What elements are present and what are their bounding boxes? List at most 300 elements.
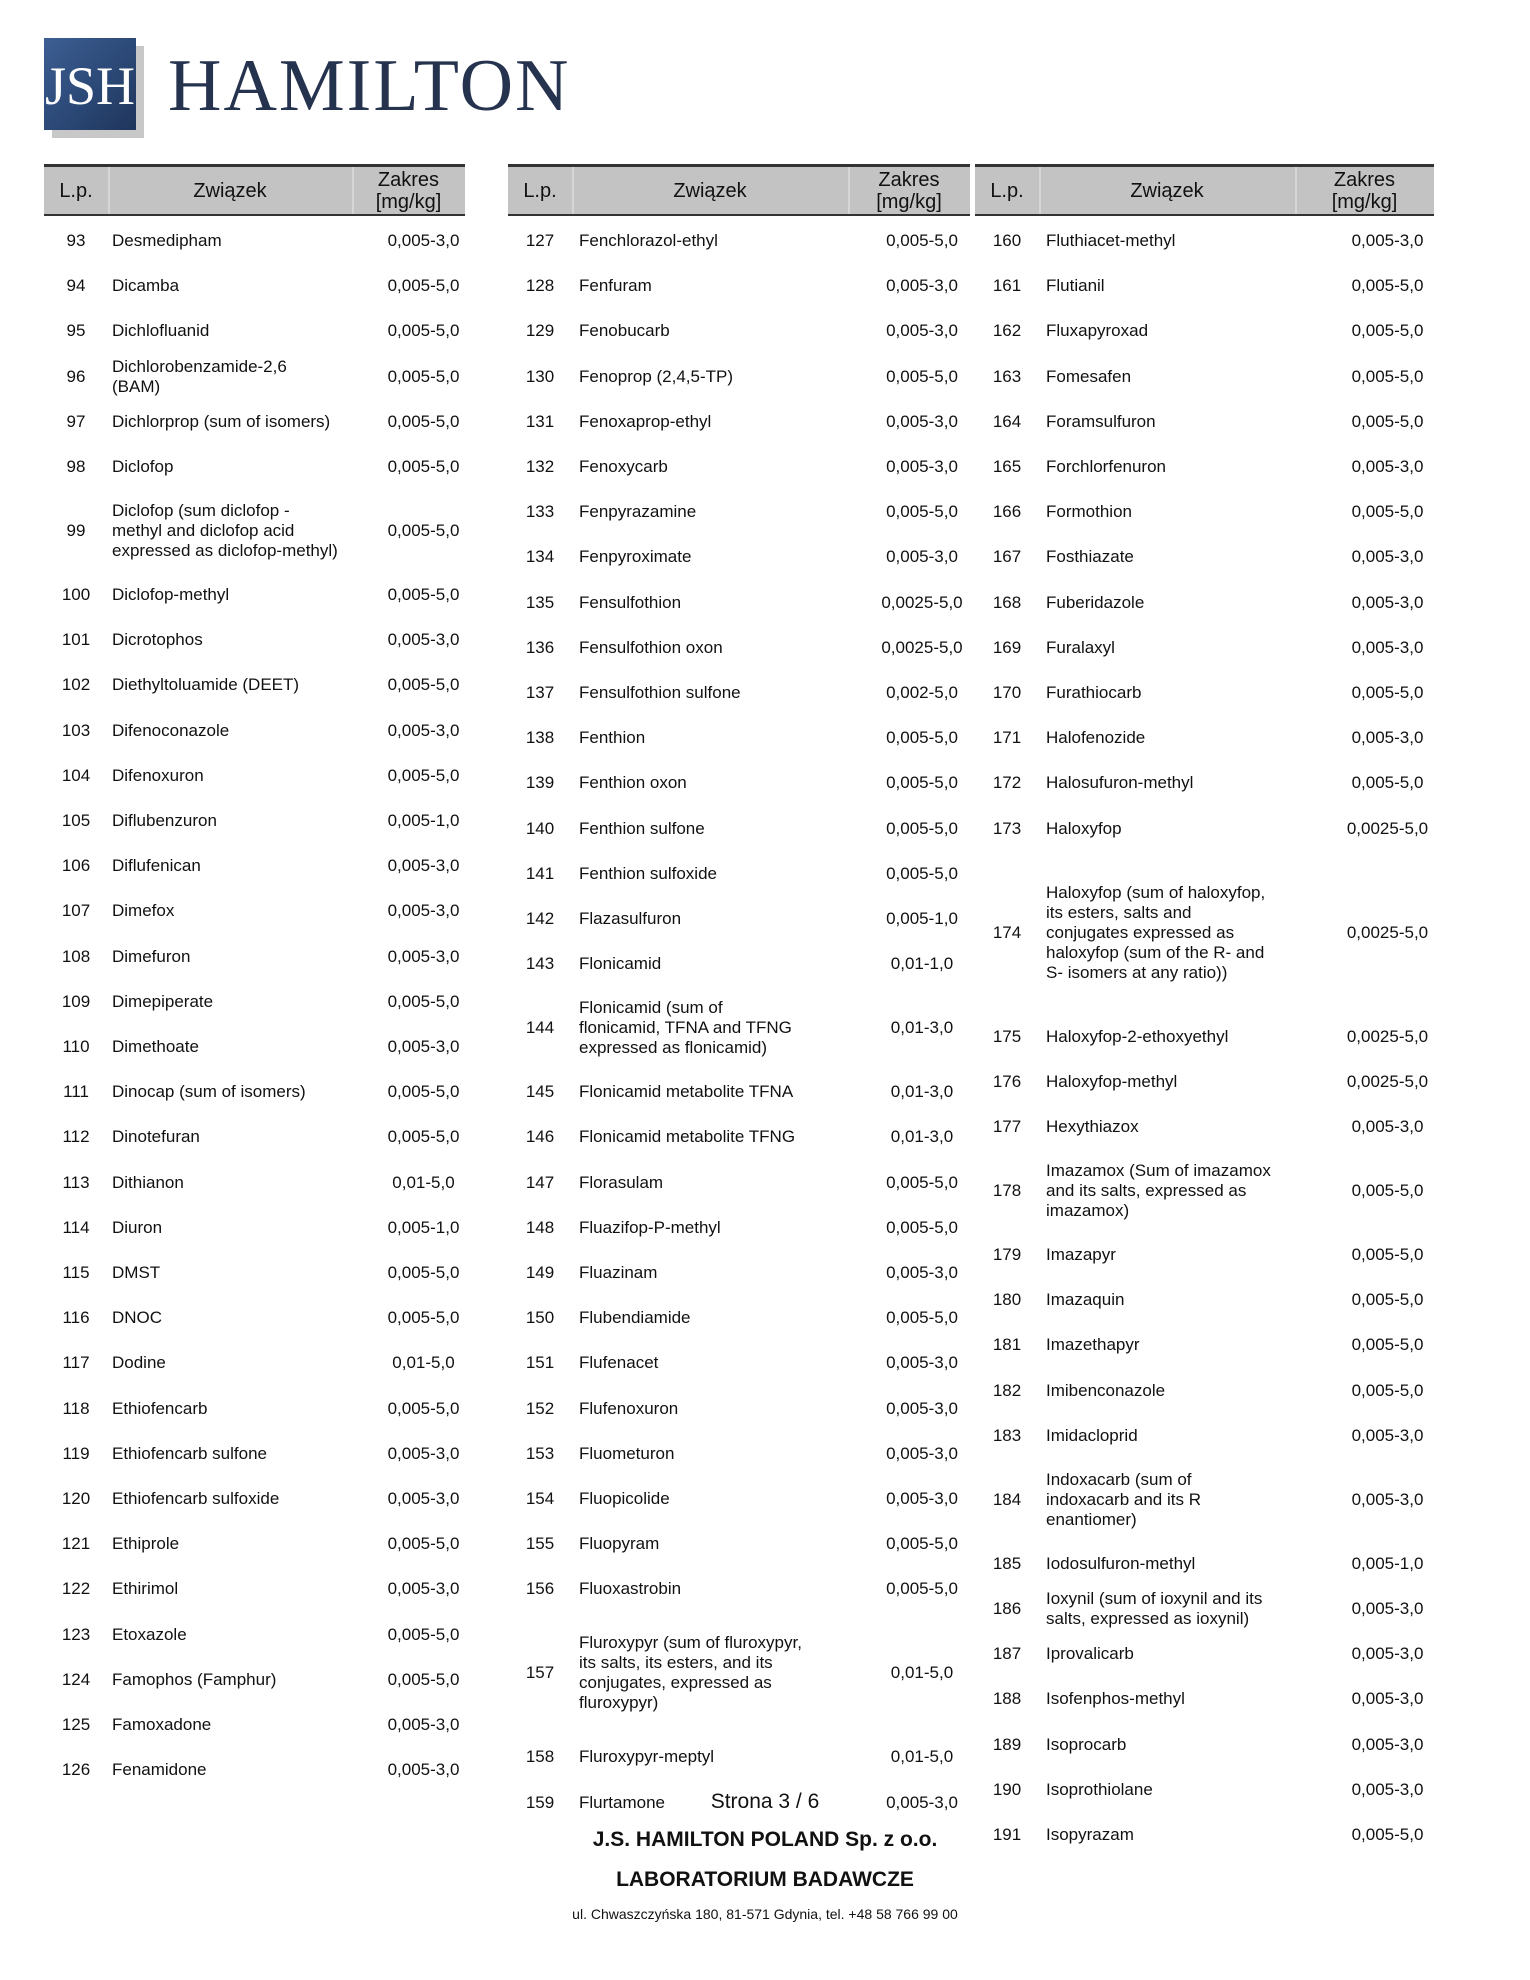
- compound-name: Difenoconazole: [112, 720, 230, 740]
- row-number: 118: [62, 1398, 90, 1418]
- range-value: 0,0025-5,0: [881, 637, 963, 657]
- table-row: [508, 806, 970, 851]
- table-row: [508, 1631, 970, 1715]
- row-number: 94: [66, 276, 86, 296]
- compound-name: Dimepiperate: [112, 991, 214, 1011]
- brand-name: HAMILTON: [168, 45, 571, 127]
- range-value: 0,005-3,0: [387, 1760, 460, 1780]
- table-row: [975, 1413, 1434, 1458]
- table-row: [975, 1632, 1434, 1677]
- compound-name: Fenthion oxon: [579, 773, 687, 793]
- header-lp: L.p.: [523, 179, 557, 202]
- row-number: 157: [525, 1663, 555, 1683]
- table-row: [44, 1024, 465, 1069]
- row-number: 164: [992, 411, 1022, 431]
- range-value: 0,005-3,0: [1351, 1489, 1424, 1509]
- row-number: 128: [525, 276, 555, 296]
- range-value: 0,01-5,0: [890, 1747, 954, 1767]
- row-number: 171: [992, 728, 1022, 748]
- table-row: [44, 1070, 465, 1115]
- compound-name: Fluopyram: [579, 1534, 660, 1554]
- table-row: [508, 309, 970, 354]
- range-value: 0,005-5,0: [1351, 1290, 1424, 1310]
- range-value: 0,0025-5,0: [1346, 818, 1429, 838]
- header-lp: L.p.: [990, 179, 1024, 202]
- table-row: [975, 1586, 1434, 1631]
- range-value: 0,005-5,0: [387, 765, 460, 785]
- range-value: 0,005-5,0: [1351, 773, 1424, 793]
- range-value: 0,005-3,0: [387, 720, 460, 740]
- compound-name: Flutianil: [1046, 276, 1105, 296]
- compound-name: Florasulam: [579, 1172, 664, 1192]
- compound-name: Fluroxypyr-meptyl: [579, 1747, 715, 1767]
- range-value: 0,005-5,0: [886, 1217, 958, 1237]
- compound-name: Isopyrazam: [1046, 1824, 1134, 1844]
- table-row: [508, 1567, 970, 1612]
- table-row: [44, 1205, 465, 1250]
- range-value: 0,005-5,0: [1351, 366, 1424, 386]
- header-range: Zakres [mg/kg]: [1331, 168, 1398, 213]
- row-number: 132: [525, 456, 555, 476]
- table-row: [508, 264, 970, 309]
- row-number: 114: [62, 1217, 90, 1237]
- row-number: 161: [992, 276, 1022, 296]
- compound-name: Fosthiazate: [1046, 547, 1134, 567]
- row-number: 96: [66, 366, 86, 386]
- range-value: 0,0025-5,0: [1346, 1071, 1429, 1091]
- table-row: [44, 218, 465, 263]
- row-number: 125: [61, 1714, 91, 1734]
- row-number: 182: [992, 1380, 1022, 1400]
- compound-name: Imidacloprid: [1046, 1425, 1138, 1445]
- compound-name: Dicrotophos: [112, 630, 203, 650]
- compound-name: Haloxyfop-2-ethoxyethyl: [1046, 1026, 1229, 1046]
- compound-name: Fenpyroximate: [579, 547, 692, 567]
- compound-name: Desmedipham: [112, 230, 222, 250]
- compound-name: Forchlorfenuron: [1046, 456, 1167, 476]
- table-row: [44, 889, 465, 934]
- compound-name: Fluopicolide: [579, 1488, 670, 1508]
- range-value: 0,01-5,0: [890, 1663, 954, 1683]
- table-row: [44, 399, 465, 444]
- compound-name: Halofenozide: [1046, 728, 1146, 748]
- range-value: 0,005-5,0: [387, 1082, 460, 1102]
- table-row: [508, 670, 970, 715]
- range-value: 0,005-5,0: [1351, 1335, 1424, 1355]
- range-value: 0,0025-5,0: [881, 592, 963, 612]
- range-value: 0,005-1,0: [387, 810, 460, 830]
- range-value: 0,005-5,0: [886, 1579, 958, 1599]
- row-number: 93: [66, 230, 86, 250]
- range-value: 0,005-5,0: [886, 818, 958, 838]
- table-row: [975, 1468, 1434, 1532]
- compound-name: Hexythiazox: [1046, 1116, 1139, 1136]
- header-range: Zakres [mg/kg]: [375, 168, 442, 213]
- row-number: 130: [525, 366, 555, 386]
- table-row: [508, 1431, 970, 1476]
- range-value: 0,005-3,0: [387, 1714, 460, 1734]
- compound-name: Fuberidazole: [1046, 592, 1145, 612]
- table-row: [44, 499, 465, 563]
- compound-name: Dimefox: [112, 901, 175, 921]
- table-row: [508, 580, 970, 625]
- range-value: 0,005-3,0: [886, 411, 958, 431]
- header-compound: Związek: [1130, 179, 1204, 202]
- range-value: 0,005-5,0: [387, 366, 460, 386]
- row-number: 138: [525, 728, 555, 748]
- row-number: 101: [61, 630, 91, 650]
- compound-name: Dithianon: [112, 1172, 184, 1192]
- row-number: 170: [992, 682, 1022, 702]
- range-value: 0,005-3,0: [1351, 1734, 1424, 1754]
- table-row: [508, 716, 970, 761]
- compound-name: Ethiofencarb: [112, 1398, 208, 1418]
- table-row: [508, 1205, 970, 1250]
- row-number: 180: [992, 1290, 1022, 1310]
- compound-name: Ethiprole: [112, 1534, 180, 1554]
- compound-name: Ioxynil (sum of ioxynil and its salts, expressed as ioxynil): [1046, 1588, 1263, 1628]
- range-value: 0,005-3,0: [1351, 230, 1424, 250]
- table-row: [508, 1735, 970, 1780]
- row-number: 172: [992, 773, 1022, 793]
- table-row: [975, 881, 1434, 985]
- range-value: 0,01-3,0: [890, 1127, 954, 1147]
- row-number: 95: [66, 321, 86, 341]
- range-value: 0,005-5,0: [387, 1308, 460, 1328]
- table-row: [508, 625, 970, 670]
- row-number: 108: [61, 946, 91, 966]
- table-row: [975, 670, 1434, 715]
- row-number: 178: [992, 1181, 1022, 1200]
- compound-name: Fenthion sulfone: [579, 818, 705, 838]
- range-value: 0,005-5,0: [1351, 321, 1424, 341]
- row-number: 155: [525, 1534, 555, 1554]
- row-number: 174: [992, 922, 1022, 942]
- row-number: 122: [61, 1579, 91, 1599]
- table-row: [44, 354, 465, 399]
- compound-name: Imibenconazole: [1046, 1380, 1166, 1400]
- compound-name: Iprovalicarb: [1046, 1644, 1134, 1664]
- compound-name: Fluthiacet-methyl: [1046, 230, 1176, 250]
- range-value: 0,005-5,0: [387, 411, 460, 431]
- row-number: 97: [66, 411, 86, 431]
- range-value: 0,005-5,0: [1351, 1380, 1424, 1400]
- compound-name: Fomesafen: [1046, 366, 1132, 386]
- row-number: 139: [525, 773, 555, 793]
- table-row: [44, 1250, 465, 1295]
- row-number: 116: [62, 1308, 90, 1328]
- row-number: 173: [992, 818, 1022, 838]
- table-row: [508, 1160, 970, 1205]
- table-row: [975, 218, 1434, 263]
- company-name: J.S. HAMILTON POLAND Sp. z o.o.: [592, 1828, 938, 1851]
- compound-name: Fluometuron: [579, 1443, 675, 1463]
- table-row: [508, 1070, 970, 1115]
- compound-name: Furathiocarb: [1046, 682, 1142, 702]
- compound-name: Fenoxycarb: [579, 456, 668, 476]
- table-row: [975, 354, 1434, 399]
- compound-name: Fenthion sulfoxide: [579, 863, 717, 883]
- table-row: [975, 1232, 1434, 1277]
- row-number: 158: [525, 1747, 555, 1767]
- range-value: 0,005-3,0: [1351, 637, 1424, 657]
- company-logo: [44, 38, 142, 136]
- range-value: 0,005-3,0: [886, 1792, 958, 1812]
- table-row: [508, 1296, 970, 1341]
- compound-name: Diclofop-methyl: [112, 584, 230, 604]
- table-row: [975, 399, 1434, 444]
- table-row: [508, 1250, 970, 1295]
- table-row: [44, 1386, 465, 1431]
- range-value: 0,005-3,0: [1351, 547, 1424, 567]
- row-number: 149: [525, 1262, 555, 1282]
- compound-name: Fluxapyroxad: [1046, 321, 1149, 341]
- table-row: [975, 1014, 1434, 1059]
- compound-name: Diflufenican: [112, 856, 201, 876]
- table-row: [975, 490, 1434, 535]
- table-row: [975, 1159, 1434, 1223]
- row-number: 185: [992, 1553, 1022, 1573]
- compound-name: Flonicamid metabolite TFNA: [579, 1082, 794, 1102]
- compound-name: Fenoxaprop-ethyl: [579, 411, 712, 431]
- compound-name: Fenamidone: [112, 1760, 207, 1780]
- range-value: 0,005-5,0: [886, 773, 958, 793]
- compound-name: Famophos (Famphur): [112, 1669, 277, 1689]
- row-number: 189: [992, 1734, 1022, 1754]
- table-row: [508, 1341, 970, 1386]
- range-value: 0,01-3,0: [890, 1018, 954, 1038]
- compound-name: Foramsulfuron: [1046, 411, 1156, 431]
- row-number: 152: [525, 1398, 555, 1418]
- compound-name: Difenoxuron: [112, 765, 204, 785]
- range-value: 0,005-5,0: [387, 521, 460, 540]
- table-header: [975, 164, 1434, 216]
- table-row: [975, 1059, 1434, 1104]
- compound-name: Dicamba: [112, 276, 180, 296]
- table-row: [975, 264, 1434, 309]
- range-value: 0,005-3,0: [387, 1443, 460, 1463]
- row-number: 105: [61, 810, 91, 830]
- row-number: 121: [61, 1534, 91, 1554]
- range-value: 0,01-5,0: [392, 1353, 455, 1373]
- row-number: 109: [61, 991, 91, 1011]
- compound-name: Dinotefuran: [112, 1127, 200, 1147]
- compound-name: Fenpyrazamine: [579, 502, 697, 522]
- row-number: 169: [992, 637, 1022, 657]
- table-row: [508, 1476, 970, 1521]
- range-value: 0,005-3,0: [387, 230, 460, 250]
- range-value: 0,005-3,0: [1351, 592, 1424, 612]
- table-row: [508, 1386, 970, 1431]
- row-number: 107: [61, 901, 91, 921]
- compound-name: Imazapyr: [1046, 1244, 1116, 1264]
- compound-name: Dimefuron: [112, 946, 191, 966]
- range-value: 0,01-3,0: [890, 1082, 954, 1102]
- compound-name: Dichlorprop (sum of isomers): [112, 411, 331, 431]
- header-compound: Związek: [193, 179, 267, 202]
- row-number: 111: [63, 1082, 89, 1102]
- table-row: [508, 535, 970, 580]
- range-value: 0,002-5,0: [886, 682, 958, 702]
- range-value: 0,0025-5,0: [1346, 922, 1429, 942]
- range-value: 0,005-3,0: [886, 1353, 958, 1373]
- header-lp: L.p.: [59, 179, 93, 202]
- row-number: 143: [525, 954, 555, 974]
- table-row: [44, 1612, 465, 1657]
- range-value: 0,005-5,0: [1351, 682, 1424, 702]
- row-number: 131: [525, 411, 555, 431]
- range-value: 0,005-5,0: [1351, 1244, 1424, 1264]
- table-row: [44, 1567, 465, 1612]
- compound-name: Flufenoxuron: [579, 1398, 679, 1418]
- table-row: [975, 535, 1434, 580]
- row-number: 115: [62, 1262, 90, 1282]
- header-range: Zakres [mg/kg]: [876, 168, 942, 213]
- table-row: [975, 625, 1434, 670]
- compound-name: Isoprocarb: [1046, 1734, 1127, 1754]
- row-number: 190: [992, 1779, 1022, 1799]
- compound-name: Flonicamid (sum of flonicamid, TFNA and TFNG expressed as flonicamid): [579, 998, 792, 1058]
- header-divider: [572, 167, 574, 214]
- table-row: [975, 1541, 1434, 1586]
- range-value: 0,005-3,0: [1351, 456, 1424, 476]
- table-row: [508, 354, 970, 399]
- logo-monogram-icon: [44, 38, 136, 130]
- row-number: 160: [992, 230, 1022, 250]
- row-number: 135: [525, 592, 555, 612]
- header-compound: Związek: [673, 179, 747, 202]
- compound-name: Diclofop (sum diclofop - methyl and diclofop acid expressed as diclofop-methyl): [112, 501, 338, 560]
- page-number: Strona 3 / 6: [710, 1790, 820, 1813]
- compound-name: Iodosulfuron-methyl: [1046, 1553, 1196, 1573]
- range-value: 0,005-3,0: [1351, 1425, 1424, 1445]
- row-number: 188: [992, 1689, 1022, 1709]
- table-row: [44, 444, 465, 489]
- table-row: [44, 1341, 465, 1386]
- table-row: [44, 572, 465, 617]
- row-number: 126: [61, 1760, 91, 1780]
- range-value: 0,005-1,0: [886, 908, 958, 928]
- compound-name: Famoxadone: [112, 1714, 212, 1734]
- compound-name: Haloxyfop-methyl: [1046, 1071, 1178, 1091]
- compound-name: Flubendiamide: [579, 1308, 691, 1328]
- compound-name: DNOC: [112, 1308, 163, 1328]
- range-value: 0,0025-5,0: [1346, 1026, 1429, 1046]
- table-row: [975, 761, 1434, 806]
- row-number: 154: [525, 1488, 555, 1508]
- range-value: 0,005-5,0: [387, 456, 460, 476]
- row-number: 112: [62, 1127, 90, 1147]
- row-number: 119: [62, 1443, 90, 1463]
- table-row: [508, 1115, 970, 1160]
- table-row: [975, 1278, 1434, 1323]
- table-row: [975, 716, 1434, 761]
- compound-name: Flurtamone: [579, 1792, 665, 1812]
- compound-name: Fenchlorazol-ethyl: [579, 230, 718, 250]
- range-value: 0,005-3,0: [387, 901, 460, 921]
- compound-table-1: [44, 164, 465, 1780]
- compound-name: Dichlorobenzamide-2,6 (BAM): [112, 356, 287, 396]
- table-header: [508, 164, 970, 216]
- row-number: 176: [992, 1071, 1022, 1091]
- compound-name: Flonicamid: [579, 954, 662, 974]
- row-number: 142: [525, 908, 555, 928]
- table-row: [975, 580, 1434, 625]
- range-value: 0,005-3,0: [886, 1398, 958, 1418]
- row-number: 113: [62, 1172, 90, 1192]
- row-number: 144: [525, 1018, 555, 1038]
- range-value: 0,005-5,0: [387, 991, 460, 1011]
- compound-name: DMST: [112, 1262, 161, 1282]
- compound-name: Dinocap (sum of isomers): [112, 1082, 306, 1102]
- compound-name: Flufenacet: [579, 1353, 659, 1373]
- table-row: [44, 1476, 465, 1521]
- header-divider: [1039, 167, 1041, 214]
- compound-name: Isofenphos-methyl: [1046, 1689, 1185, 1709]
- row-number: 184: [992, 1489, 1022, 1509]
- row-number: 129: [525, 321, 555, 341]
- row-number: 133: [525, 502, 555, 522]
- range-value: 0,005-5,0: [886, 230, 958, 250]
- table-row: [508, 444, 970, 489]
- row-number: 166: [992, 502, 1022, 522]
- compound-name: Diclofop: [112, 456, 174, 476]
- range-value: 0,005-3,0: [387, 946, 460, 966]
- compound-name: Ethirimol: [112, 1579, 179, 1599]
- table-row: [975, 806, 1434, 851]
- table-row: [44, 309, 465, 354]
- row-number: 137: [525, 682, 555, 702]
- row-number: 127: [525, 230, 555, 250]
- compound-name: Halosufuron-methyl: [1046, 773, 1194, 793]
- table-row: [508, 1522, 970, 1567]
- compound-name: Fluazinam: [579, 1262, 658, 1282]
- range-value: 0,005-5,0: [387, 276, 460, 296]
- range-value: 0,005-3,0: [1351, 1116, 1424, 1136]
- range-value: 0,005-3,0: [886, 276, 958, 296]
- row-number: 136: [525, 637, 555, 657]
- table-row: [44, 753, 465, 798]
- range-value: 0,005-5,0: [886, 728, 958, 748]
- row-number: 141: [525, 863, 555, 883]
- row-number: 162: [992, 321, 1022, 341]
- logo-monogram-text: JSH: [44, 56, 136, 116]
- range-value: 0,005-1,0: [1351, 1553, 1424, 1573]
- compound-name: Fenobucarb: [579, 321, 670, 341]
- range-value: 0,005-3,0: [886, 1262, 958, 1282]
- table-row: [44, 1748, 465, 1793]
- compound-name: Fluroxypyr (sum of fluroxypyr, its salts, its esters, and its conjugates, expressed as fluroxypyr): [579, 1633, 802, 1713]
- header-divider: [848, 167, 850, 214]
- range-value: 0,005-5,0: [886, 863, 958, 883]
- compound-name: Diuron: [112, 1217, 163, 1237]
- table-row: [44, 618, 465, 663]
- table-row: [975, 1677, 1434, 1722]
- row-number: 102: [61, 675, 91, 695]
- row-number: 134: [525, 547, 555, 567]
- range-value: 0,005-3,0: [1351, 728, 1424, 748]
- row-number: 150: [525, 1308, 555, 1328]
- row-number: 175: [992, 1026, 1022, 1046]
- range-value: 0,005-3,0: [886, 547, 958, 567]
- range-value: 0,005-3,0: [886, 1488, 958, 1508]
- compound-name: Flazasulfuron: [579, 908, 682, 928]
- range-value: 0,005-3,0: [1351, 1689, 1424, 1709]
- row-number: 145: [525, 1082, 555, 1102]
- compound-name: Flonicamid metabolite TFNG: [579, 1127, 796, 1147]
- row-number: 177: [992, 1116, 1022, 1136]
- row-number: 100: [61, 584, 91, 604]
